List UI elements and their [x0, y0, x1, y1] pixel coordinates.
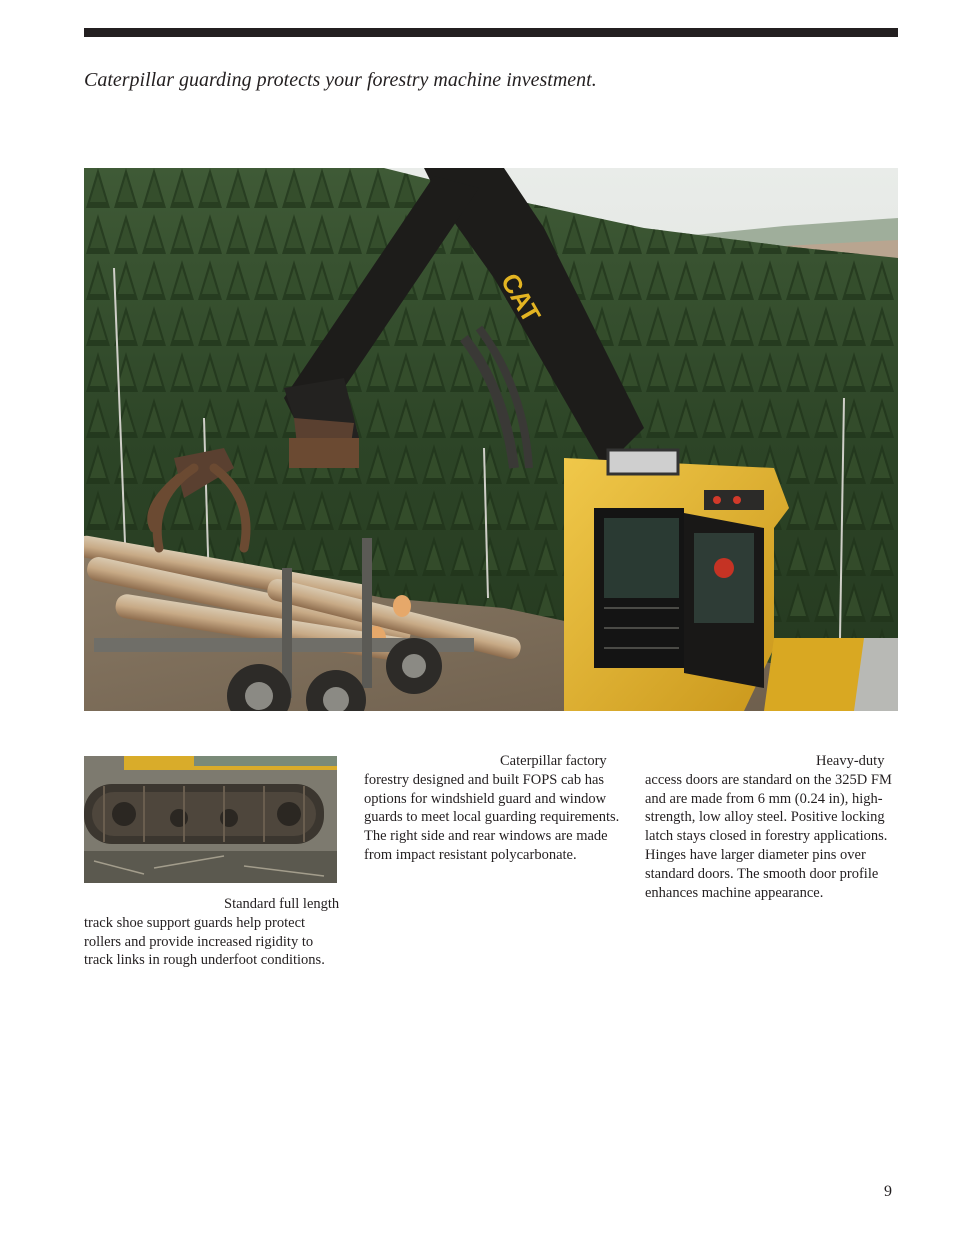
svg-text:CAT: CAT — [494, 268, 547, 328]
caption-track-guards — [84, 895, 340, 970]
top-rule — [84, 28, 898, 37]
caption-track-guards-text: Standard full length track shoe support guards help protect rollers and provide increased rigidity to track links in rough underfoot conditions. — [84, 896, 340, 969]
caption-access-doors-text: Heavy-duty access doors are standard on the 325D FM and are made from 6 mm (0.24 in), high-strength, low alloy steel. Positive locking latch stays closed in forestry applications. Hinges have larger diameter pins over standard doors. The smooth door profile enhances machine appearance. — [645, 753, 892, 901]
hero-photo — [84, 168, 898, 711]
forestry-machine-illustration — [84, 168, 898, 711]
caption-fops-cab-text: Caterpillar factory forestry designed and built FOPS cab has options for windshield guard and window guards to meet local guarding requirements. The right side and rear windows are made from impact resistant polycarbonate. — [364, 753, 620, 863]
page-headline: Caterpillar guarding protects your forestry machine investment. — [84, 69, 597, 91]
undercarriage-illustration — [84, 756, 337, 883]
caption-access-doors — [645, 752, 897, 902]
page-number: 9 — [884, 1183, 892, 1200]
track-guard-photo — [84, 756, 337, 883]
caption-fops-cab — [364, 752, 620, 865]
